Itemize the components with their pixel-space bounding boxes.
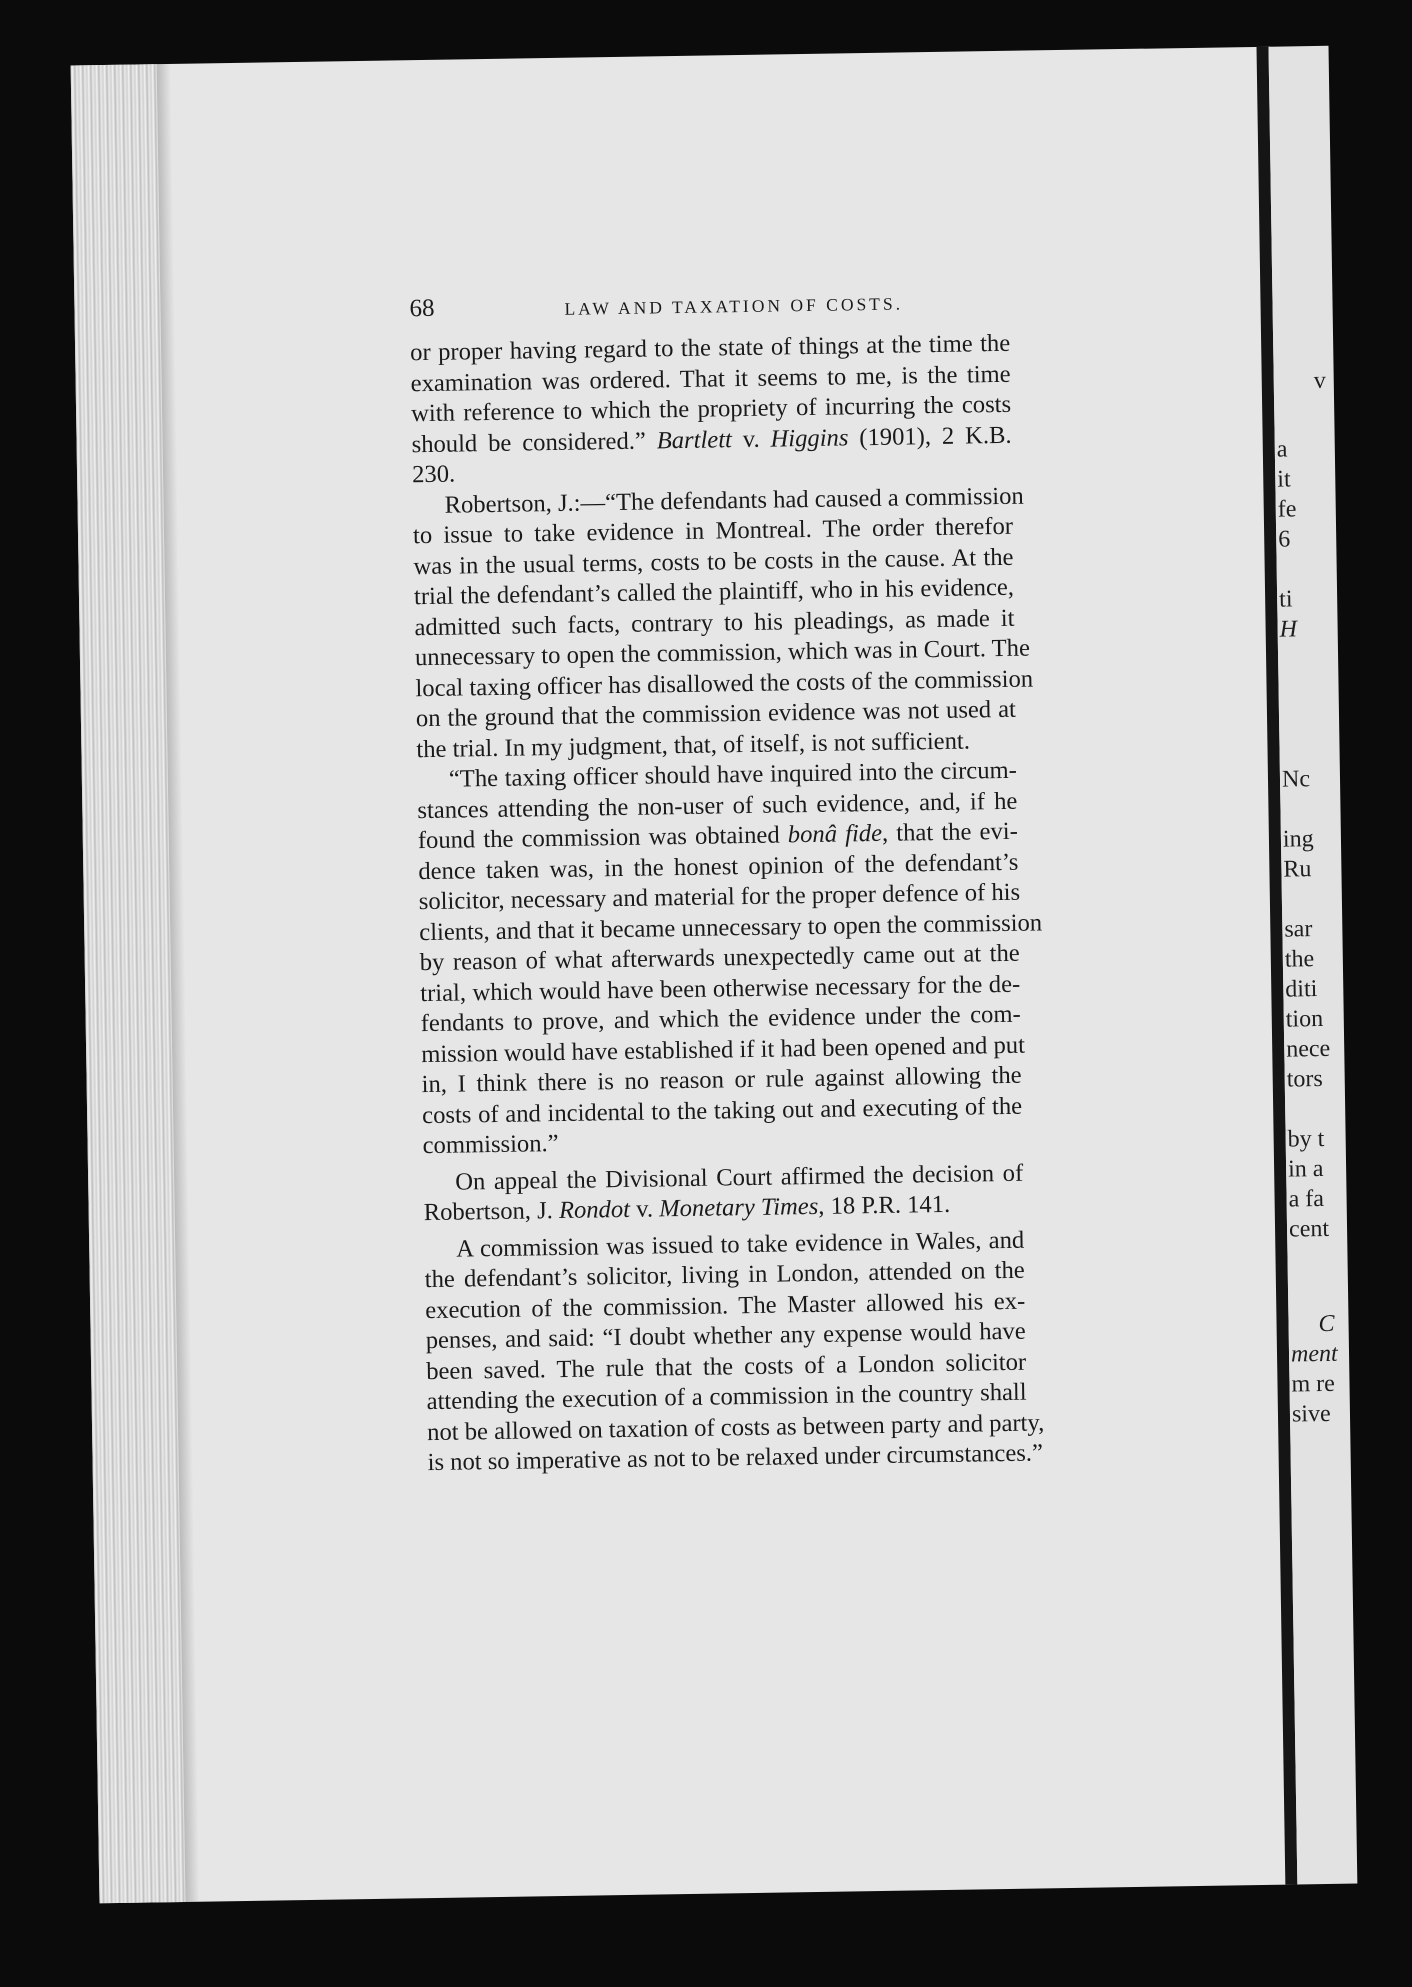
- fragment-text: a fa: [1288, 1185, 1325, 1213]
- running-title: LAW AND TAXATION OF COSTS.: [564, 293, 904, 319]
- text-line: trial the defendant’s called the plaintiff, who in his evidence,: [413, 573, 1015, 611]
- paragraph-4: [423, 1158, 1024, 1228]
- fragment-text: in a: [1287, 1155, 1324, 1183]
- text-line: clients, and that it became unnecessary to open the commission: [419, 908, 1043, 946]
- text-line: the defendant’s solicitor, living in London, attended on the: [424, 1256, 1025, 1294]
- text-run: v.: [731, 425, 771, 453]
- text-line: attending the execution of a commission in the country shall: [426, 1378, 1027, 1416]
- case-name: Monetary Times: [658, 1192, 819, 1223]
- text-line: not be allowed on taxation of costs as between party and party,: [426, 1408, 1045, 1446]
- case-name: Bartlett: [656, 425, 733, 454]
- text-line: to issue to take evidence in Montreal. The order therefor: [412, 512, 1014, 550]
- text-line: commission.”: [422, 1130, 559, 1160]
- text-line: Robertson, J.:—“The defendants had caused a commission: [444, 482, 1024, 519]
- text-column: [409, 281, 1045, 1479]
- text-line: fendants to prove, and which the evidence under the com-: [420, 1000, 1021, 1038]
- fragment-text: v: [1313, 367, 1326, 395]
- text-line: mission would have established if it had been opened and put: [420, 1031, 1026, 1068]
- text-run: found the commission was obtained: [417, 821, 789, 855]
- fragment-text: sar: [1284, 916, 1313, 943]
- fragment-text: C: [1318, 1310, 1335, 1338]
- text-line: costs of and incidental to the taking out and executing of the: [421, 1092, 1023, 1129]
- text-run: should be considered.”: [411, 426, 657, 458]
- case-name: Higgins: [770, 423, 849, 453]
- fragment-text: ing: [1282, 826, 1314, 853]
- text-line: solicitor, necessary and material for the proper defence of his: [418, 878, 1021, 916]
- text-line: 230.: [411, 460, 456, 489]
- text-line: penses, and said: “I doubt whether any expense would have: [425, 1317, 1026, 1355]
- text-line: examination was ordered. That it seems to me, is the time: [410, 360, 1011, 397]
- fragment-text: nece: [1286, 1035, 1331, 1063]
- fragment-text: fe: [1277, 496, 1297, 523]
- fragment-text: Ru: [1283, 856, 1312, 883]
- text-line: execution of the commission. The Master allowed his ex-: [425, 1287, 1026, 1324]
- text-line: or proper having regard to the state of things at the time the: [409, 329, 1011, 367]
- text-run: (1901), 2 K.B.: [848, 421, 1012, 451]
- text-line: by reason of what afterwards unexpectedly came out at the: [419, 939, 1020, 977]
- fragment-text: H: [1279, 616, 1298, 643]
- fragment-text: by t: [1287, 1125, 1325, 1153]
- fragment-text: tion: [1285, 1005, 1324, 1033]
- paragraph-2: [412, 481, 1034, 765]
- fragment-text: diti: [1285, 976, 1318, 1003]
- fragment-text: 6: [1278, 526, 1291, 553]
- fragment-text: it: [1277, 466, 1291, 493]
- text-run: v.: [629, 1195, 660, 1223]
- text-line: in, I think there is no reason or rule against allowing the: [421, 1061, 1022, 1099]
- text-run: , that the evi-: [881, 817, 1018, 847]
- text-line: stances attending the non-user of such evidence, and, if he: [417, 787, 1018, 824]
- text-line: local taxing officer has disallowed the costs of the commission: [415, 664, 1034, 702]
- fragment-text: ti: [1278, 586, 1293, 613]
- text-line: admitted such facts, contrary to his pleadings, as made it: [414, 604, 1015, 641]
- text-line: been saved. The rule that the costs of a London solicitor: [425, 1348, 1027, 1385]
- paragraph-1: [410, 329, 1012, 491]
- fragment-text: the: [1284, 946, 1315, 973]
- fragment-text: cent: [1288, 1215, 1330, 1243]
- fragment-text: ment: [1290, 1340, 1338, 1368]
- text-line: “The taxing officer should have inquired into the circum-: [448, 756, 1018, 793]
- text-run: , 18 P.R. 141.: [818, 1190, 951, 1220]
- text-line: dence taken was, in the honest opinion of the defendant’s: [418, 848, 1019, 885]
- text-line: On appeal the Divisional Court affirmed the decision of: [455, 1159, 1024, 1196]
- fragment-text: Nc: [1281, 766, 1311, 793]
- italic-phrase: bonâ fide: [787, 819, 883, 849]
- text-line: was in the usual terms, costs to be costs in the cause. At the: [413, 543, 1014, 580]
- page-edge: [71, 64, 186, 1903]
- fragment-text: m re: [1291, 1370, 1336, 1398]
- text-line: trial, which would have been otherwise necessary for the de-: [420, 970, 1021, 1007]
- fragment-text: tors: [1286, 1065, 1323, 1093]
- fragment-text: a: [1276, 436, 1288, 463]
- text-line: is not so imperative as not to be relaxed under circumstances.”: [427, 1439, 1044, 1477]
- page-number: 68: [409, 294, 435, 323]
- text-line: with reference to which the propriety of incurring the costs: [410, 390, 1012, 428]
- text-line: A commission was issued to take evidence in Wales, and: [456, 1226, 1025, 1263]
- text-line: unnecessary to open the commission, which was in Court. The: [414, 634, 1031, 672]
- text-line: on the ground that the commission evidence was not used at: [415, 695, 1017, 733]
- paragraph-3: [417, 756, 1043, 1162]
- paragraph-5: [424, 1225, 1045, 1478]
- book-page: [71, 47, 1338, 1904]
- fragment-text: sive: [1291, 1400, 1331, 1428]
- text-run: Robertson, J.: [423, 1197, 560, 1227]
- case-name: Rondot: [558, 1195, 631, 1225]
- page-header: [409, 281, 1010, 338]
- text-line: the trial. In my judgment, that, of itself, is not sufficient.: [416, 726, 971, 763]
